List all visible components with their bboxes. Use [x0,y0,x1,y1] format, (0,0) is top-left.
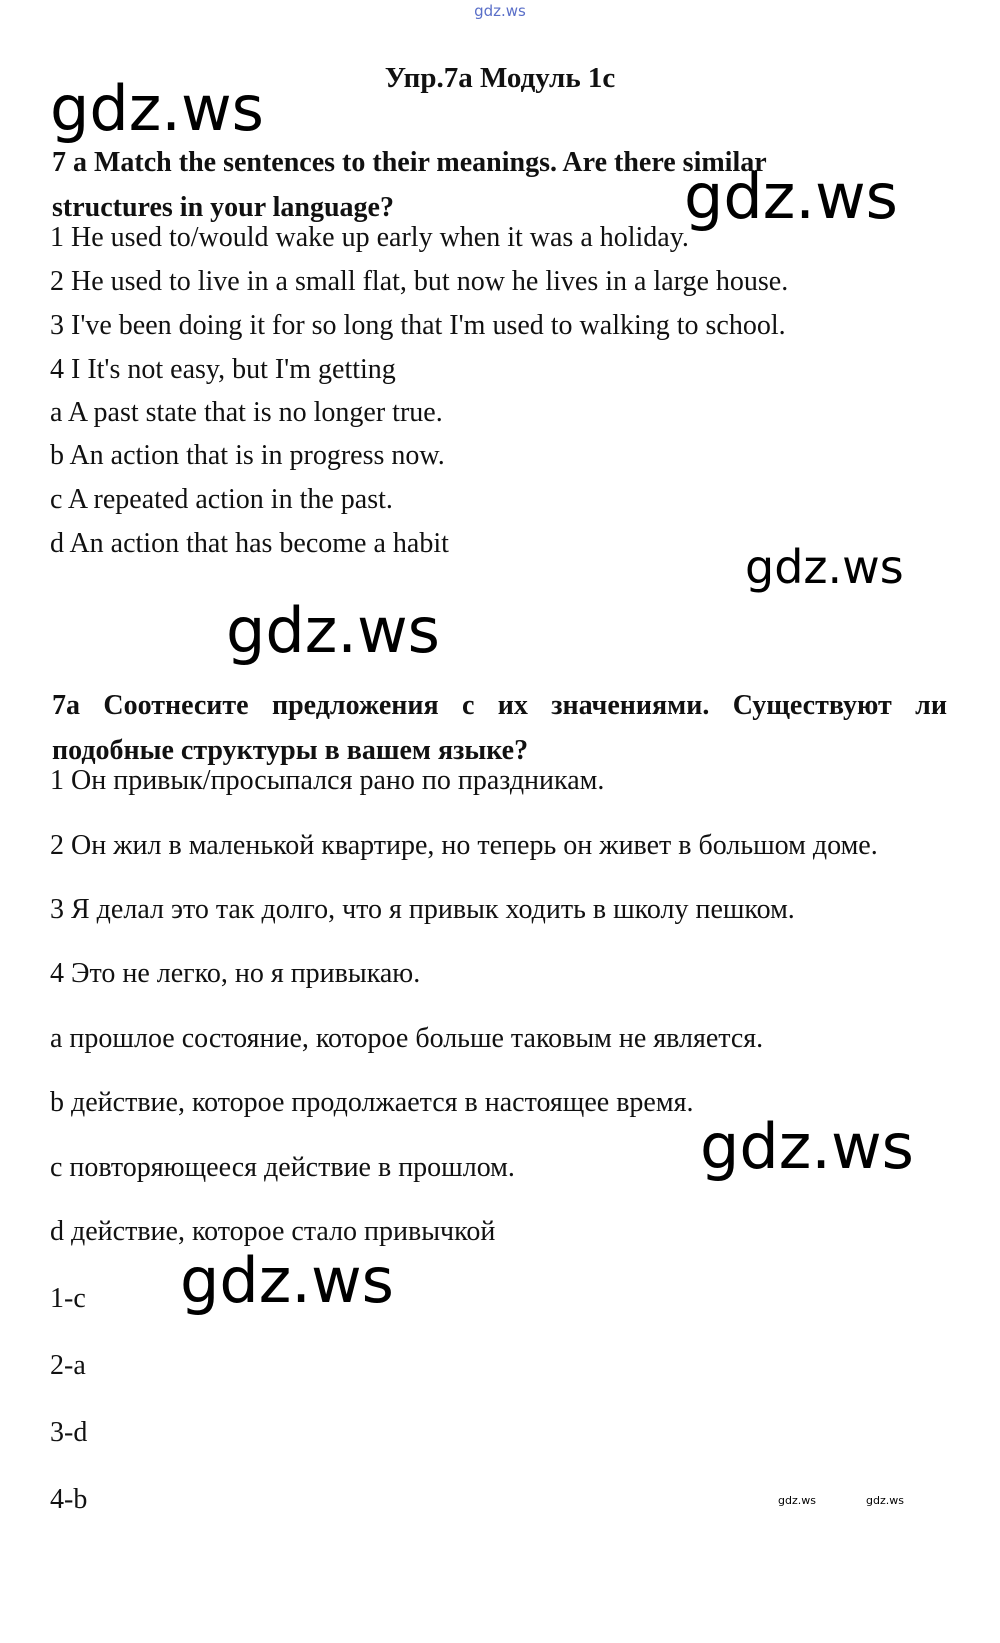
watermark-logo: gdz.ws [180,1244,394,1317]
russian-sentence: 2 Он жил в маленькой квартире, но теперь он живет в большом доме. [50,830,878,861]
russian-meaning: с повторяющееся действие в прошлом. [50,1152,515,1183]
answer-item: 3-d [50,1417,88,1448]
english-meaning: c A repeated action in the past. [50,484,393,515]
answer-item: 1-c [50,1283,86,1314]
english-meaning: d An action that has become a habit [50,528,449,559]
russian-sentence: 4 Это не легко, но я привыкаю. [50,958,421,989]
english-sentence: 1 He used to/would wake up early when it was a holiday. [50,222,689,253]
english-meaning: a A past state that is no longer true. [50,397,443,428]
watermark-logo-small: gdz.ws [778,1494,816,1507]
russian-meaning: b действие, которое продолжается в настоящее время. [50,1087,694,1118]
answer-item: 4-b [50,1484,88,1515]
english-sentence: 3 I've been doing it for so long that I'm used to walking to school. [50,310,786,341]
page-title: Упр.7a Модуль 1c [384,62,616,94]
top-watermark: gdz.ws [474,2,526,20]
watermark-logo: gdz.ws [50,72,264,145]
answer-item: 2-a [50,1350,86,1381]
english-sentence: 2 He used to live in a small flat, but now he lives in a large house. [50,266,789,297]
russian-sentence: 1 Он привык/просыпался рано по праздникам. [50,765,605,796]
russian-task-heading: 7а Соотнесите предложения с их значениями. Существуют ли подобные структуры в вашем языке? [52,690,947,766]
watermark-logo: gdz.ws [700,1110,914,1183]
watermark-logo-small: gdz.ws [866,1494,904,1507]
english-task-heading: 7 a Match the sentences to their meanings. Are there similar structures in your language? [52,147,767,223]
russian-meaning: d действие, которое стало привычкой [50,1216,496,1247]
watermark-logo: gdz.ws [226,594,440,667]
english-meaning: b An action that is in progress now. [50,440,445,471]
english-sentence: 4 I It's not easy, but I'm getting [50,354,396,385]
russian-meaning: а прошлое состояние, которое больше таковым не является. [50,1023,764,1054]
russian-sentence: 3 Я делал это так долго, что я привык ходить в школу пешком. [50,894,795,925]
watermark-logo: gdz.ws [745,540,904,594]
watermark-logo: gdz.ws [684,160,898,233]
